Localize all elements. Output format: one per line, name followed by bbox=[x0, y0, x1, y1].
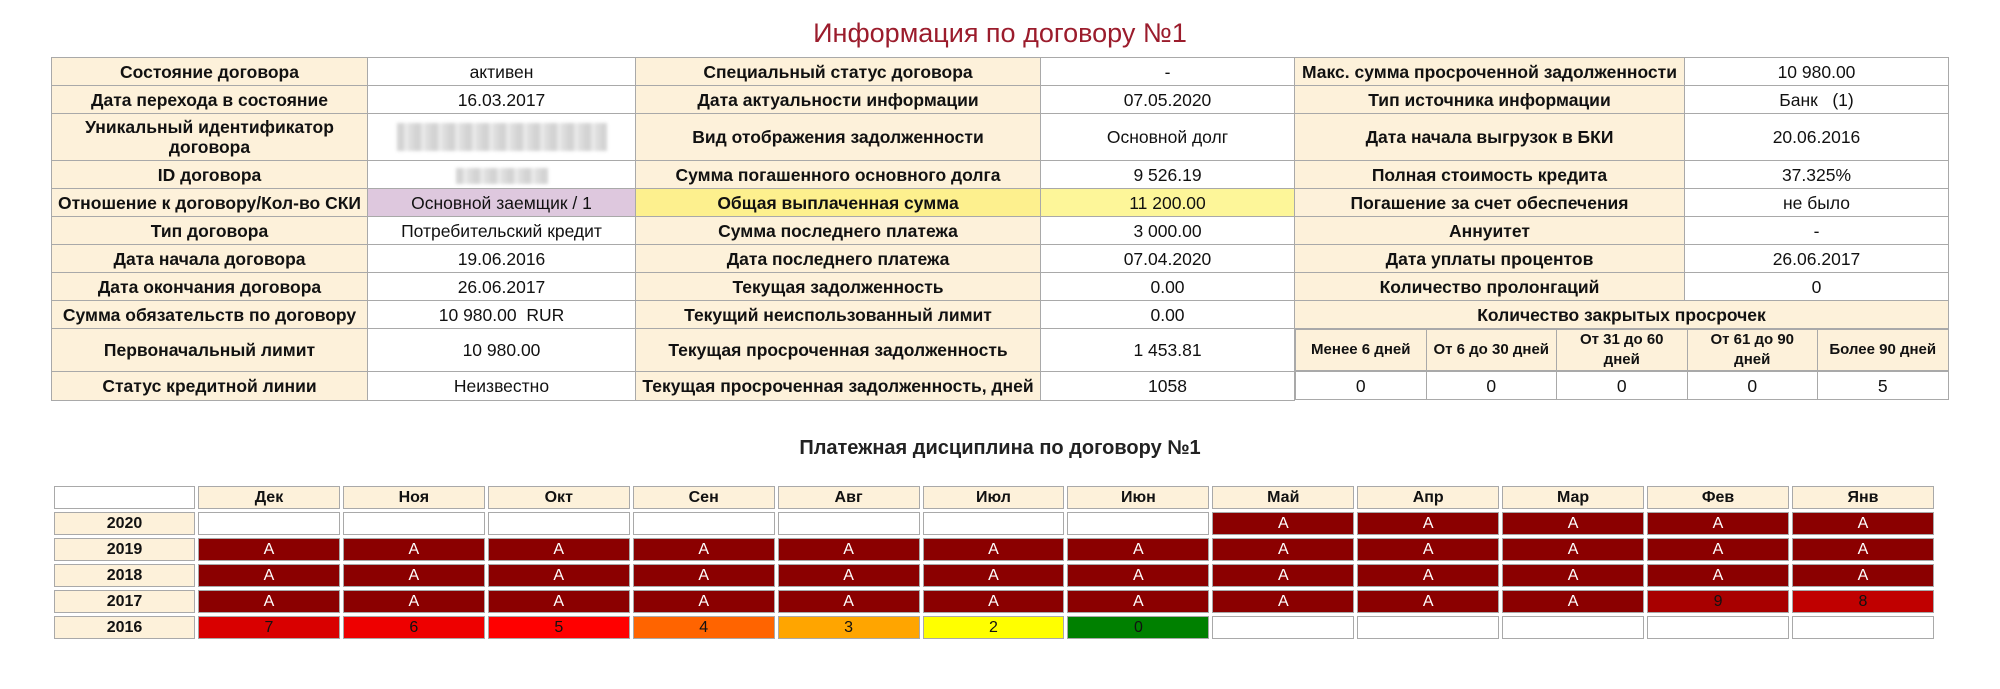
state-label: Состояние договора bbox=[52, 58, 368, 86]
payment-discipline-title: Платежная дисциплина по договору №1 bbox=[799, 437, 1201, 459]
state-date-label: Дата перехода в состояние bbox=[52, 86, 368, 114]
payment-status-cell: 2 bbox=[923, 616, 1065, 639]
payment-status-cell bbox=[1357, 616, 1499, 639]
year-label: 2017 bbox=[54, 590, 195, 613]
current-overdue-value: 1 453.81 bbox=[1041, 329, 1295, 372]
payment-status-cell bbox=[1067, 512, 1209, 535]
actuality-date-value: 07.05.2020 bbox=[1041, 86, 1295, 114]
payment-status-cell bbox=[923, 512, 1065, 535]
last-payment-date-label: Дата последнего платежа bbox=[636, 245, 1041, 273]
bucket-value: 0 bbox=[1296, 372, 1427, 400]
month-header: Авг bbox=[778, 486, 920, 509]
initial-limit-value: 10 980.00 bbox=[368, 329, 636, 372]
payment-status-cell: 8 bbox=[1792, 590, 1934, 613]
payment-status-cell: A bbox=[1502, 590, 1644, 613]
payment-status-cell: 4 bbox=[633, 616, 775, 639]
payment-status-cell: A bbox=[488, 564, 630, 587]
corner-cell bbox=[54, 486, 195, 509]
month-header: Май bbox=[1212, 486, 1354, 509]
payment-status-cell: A bbox=[778, 538, 920, 561]
payment-status-cell: A bbox=[1067, 590, 1209, 613]
bucket-label: От 31 до 60 дней bbox=[1557, 330, 1688, 371]
year-label: 2019 bbox=[54, 538, 195, 561]
payment-status-cell: 9 bbox=[1647, 590, 1789, 613]
payment-year-row bbox=[54, 564, 1934, 587]
special-status-value: - bbox=[1041, 58, 1295, 86]
payment-status-cell: A bbox=[488, 538, 630, 561]
payment-year-row bbox=[54, 590, 1934, 613]
prolongations-label: Количество пролонгаций bbox=[1295, 273, 1685, 301]
source-type-label: Тип источника информации bbox=[1295, 86, 1685, 114]
payment-status-cell: A bbox=[1212, 538, 1354, 561]
bucket-value: 5 bbox=[1818, 372, 1949, 400]
redacted-uid-blur bbox=[397, 123, 607, 151]
payment-status-cell: 0 bbox=[1067, 616, 1209, 639]
start-date-label: Дата начала договора bbox=[52, 245, 368, 273]
prolongations-value: 0 bbox=[1685, 273, 1949, 301]
last-payment-sum-label: Сумма последнего платежа bbox=[636, 217, 1041, 245]
payment-status-cell: A bbox=[1212, 590, 1354, 613]
payment-status-cell: A bbox=[633, 590, 775, 613]
collateral-value: не было bbox=[1685, 189, 1949, 217]
overdue-days-label: Текущая просроченная задолженность, дней bbox=[636, 371, 1041, 400]
actuality-date-label: Дата актуальности информации bbox=[636, 86, 1041, 114]
payment-status-cell: A bbox=[1067, 538, 1209, 561]
current-debt-value: 0.00 bbox=[1041, 273, 1295, 301]
bki-start-value: 20.06.2016 bbox=[1685, 114, 1949, 161]
overdue-buckets-values-table bbox=[1295, 371, 1949, 400]
month-header: Окт bbox=[488, 486, 630, 509]
start-date-value: 19.06.2016 bbox=[368, 245, 636, 273]
interest-date-label: Дата уплаты процентов bbox=[1295, 245, 1685, 273]
month-header: Янв bbox=[1792, 486, 1934, 509]
payment-status-cell: A bbox=[343, 590, 485, 613]
contract-type-value: Потребительский кредит bbox=[368, 217, 636, 245]
payment-status-cell bbox=[633, 512, 775, 535]
payment-status-cell bbox=[198, 512, 340, 535]
contract-id-value-redacted bbox=[368, 161, 636, 189]
total-paid-label: Общая выплаченная сумма bbox=[636, 189, 1041, 217]
payment-status-cell: A bbox=[923, 564, 1065, 587]
payment-status-cell bbox=[1647, 616, 1789, 639]
payment-status-cell: 6 bbox=[343, 616, 485, 639]
bucket-label: Менее 6 дней bbox=[1296, 330, 1427, 371]
payment-status-cell: A bbox=[198, 564, 340, 587]
payment-status-cell: A bbox=[923, 538, 1065, 561]
payment-status-cell: A bbox=[343, 564, 485, 587]
overdue-buckets-header-table bbox=[1295, 329, 1949, 371]
closed-overdues-label: Количество закрытых просрочек bbox=[1295, 301, 1949, 329]
debt-view-label: Вид отображения задолженности bbox=[636, 114, 1041, 161]
contract-type-label: Тип договора bbox=[52, 217, 368, 245]
payment-status-cell: A bbox=[778, 564, 920, 587]
contract-info-table bbox=[51, 57, 1949, 401]
uid-value-redacted bbox=[368, 114, 636, 161]
source-type-value: Банк (1) bbox=[1685, 86, 1949, 114]
page-title: Информация по договору №1 bbox=[813, 18, 1187, 48]
payment-status-cell bbox=[488, 512, 630, 535]
payment-status-cell: A bbox=[1212, 564, 1354, 587]
payment-status-cell: A bbox=[923, 590, 1065, 613]
payment-status-cell: A bbox=[1357, 564, 1499, 587]
payment-status-cell: A bbox=[1357, 512, 1499, 535]
month-header: Мар bbox=[1502, 486, 1644, 509]
unused-limit-value: 0.00 bbox=[1041, 301, 1295, 329]
payment-months-row bbox=[54, 486, 1934, 509]
month-header: Фев bbox=[1647, 486, 1789, 509]
full-cost-label: Полная стоимость кредита bbox=[1295, 161, 1685, 189]
obligations-value: 10 980.00 RUR bbox=[368, 301, 636, 329]
redacted-id-blur bbox=[456, 168, 548, 184]
initial-limit-label: Первоначальный лимит bbox=[52, 329, 368, 372]
payment-status-cell: A bbox=[1502, 538, 1644, 561]
end-date-value: 26.06.2017 bbox=[368, 273, 636, 301]
payment-status-cell bbox=[343, 512, 485, 535]
payment-status-cell: A bbox=[198, 590, 340, 613]
bucket-label: От 61 до 90 дней bbox=[1687, 330, 1818, 371]
debt-view-value: Основной долг bbox=[1041, 114, 1295, 161]
payment-status-cell: A bbox=[633, 538, 775, 561]
max-overdue-label: Макс. сумма просроченной задолженности bbox=[1295, 58, 1685, 86]
contract-id-label: ID договора bbox=[52, 161, 368, 189]
credit-line-label: Статус кредитной линии bbox=[52, 371, 368, 400]
special-status-label: Специальный статус договора bbox=[636, 58, 1041, 86]
unused-limit-label: Текущий неиспользованный лимит bbox=[636, 301, 1041, 329]
repaid-principal-value: 9 526.19 bbox=[1041, 161, 1295, 189]
payment-status-cell: A bbox=[633, 564, 775, 587]
year-label: 2020 bbox=[54, 512, 195, 535]
bucket-value: 0 bbox=[1426, 372, 1557, 400]
payment-status-cell: A bbox=[1357, 590, 1499, 613]
payment-status-cell bbox=[778, 512, 920, 535]
payment-status-cell bbox=[1792, 616, 1934, 639]
payment-status-cell: 7 bbox=[198, 616, 340, 639]
last-payment-date-value: 07.04.2020 bbox=[1041, 245, 1295, 273]
payment-status-cell: A bbox=[1212, 512, 1354, 535]
interest-date-value: 26.06.2017 bbox=[1685, 245, 1949, 273]
bucket-value: 0 bbox=[1557, 372, 1688, 400]
overdue-days-value: 1058 bbox=[1041, 371, 1295, 400]
payment-status-cell: 3 bbox=[778, 616, 920, 639]
payment-body bbox=[54, 512, 1934, 639]
payment-status-cell bbox=[1212, 616, 1354, 639]
max-overdue-value: 10 980.00 bbox=[1685, 58, 1949, 86]
month-header: Апр bbox=[1357, 486, 1499, 509]
current-overdue-label: Текущая просроченная задолженность bbox=[636, 329, 1041, 372]
payment-status-cell: A bbox=[1792, 538, 1934, 561]
bucket-label: Более 90 дней bbox=[1818, 330, 1949, 371]
bki-start-label: Дата начала выгрузок в БКИ bbox=[1295, 114, 1685, 161]
total-paid-value: 11 200.00 bbox=[1041, 189, 1295, 217]
payment-status-cell: A bbox=[1647, 512, 1789, 535]
full-cost-value: 37.325% bbox=[1685, 161, 1949, 189]
state-date-value: 16.03.2017 bbox=[368, 86, 636, 114]
collateral-label: Погашение за счет обеспечения bbox=[1295, 189, 1685, 217]
month-header: Дек bbox=[198, 486, 340, 509]
annuity-value: - bbox=[1685, 217, 1949, 245]
payment-status-cell: A bbox=[1067, 564, 1209, 587]
payment-status-cell: 5 bbox=[488, 616, 630, 639]
current-debt-label: Текущая задолженность bbox=[636, 273, 1041, 301]
month-header: Ноя bbox=[343, 486, 485, 509]
repaid-principal-label: Сумма погашенного основного долга bbox=[636, 161, 1041, 189]
relation-label: Отношение к договору/Кол-во СКИ bbox=[52, 189, 368, 217]
month-header: Июн bbox=[1067, 486, 1209, 509]
overdue-buckets-values bbox=[1295, 371, 1949, 400]
payment-status-cell: A bbox=[1357, 538, 1499, 561]
year-label: 2018 bbox=[54, 564, 195, 587]
year-label: 2016 bbox=[54, 616, 195, 639]
payment-status-cell: A bbox=[343, 538, 485, 561]
relation-value: Основной заемщик / 1 bbox=[368, 189, 636, 217]
credit-line-value: Неизвестно bbox=[368, 371, 636, 400]
month-header: Сен bbox=[633, 486, 775, 509]
uid-label: Уникальный идентификатор договора bbox=[52, 114, 368, 161]
payment-year-row bbox=[54, 538, 1934, 561]
overdue-buckets-header bbox=[1295, 329, 1949, 372]
payment-status-cell: A bbox=[1502, 512, 1644, 535]
bucket-label: От 6 до 30 дней bbox=[1426, 330, 1557, 371]
end-date-label: Дата окончания договора bbox=[52, 273, 368, 301]
payment-discipline-table bbox=[51, 483, 1937, 642]
payment-year-row bbox=[54, 616, 1934, 639]
payment-status-cell: A bbox=[1647, 564, 1789, 587]
payment-status-cell: A bbox=[778, 590, 920, 613]
last-payment-sum-value: 3 000.00 bbox=[1041, 217, 1295, 245]
state-value: активен bbox=[368, 58, 636, 86]
payment-status-cell: A bbox=[1502, 564, 1644, 587]
payment-status-cell: A bbox=[1792, 512, 1934, 535]
annuity-label: Аннуитет bbox=[1295, 217, 1685, 245]
payment-status-cell bbox=[1502, 616, 1644, 639]
payment-status-cell: A bbox=[1792, 564, 1934, 587]
payment-status-cell: A bbox=[198, 538, 340, 561]
obligations-label: Сумма обязательств по договору bbox=[52, 301, 368, 329]
payment-status-cell: A bbox=[1647, 538, 1789, 561]
payment-year-row bbox=[54, 512, 1934, 535]
month-header: Июл bbox=[923, 486, 1065, 509]
payment-status-cell: A bbox=[488, 590, 630, 613]
bucket-value: 0 bbox=[1687, 372, 1818, 400]
